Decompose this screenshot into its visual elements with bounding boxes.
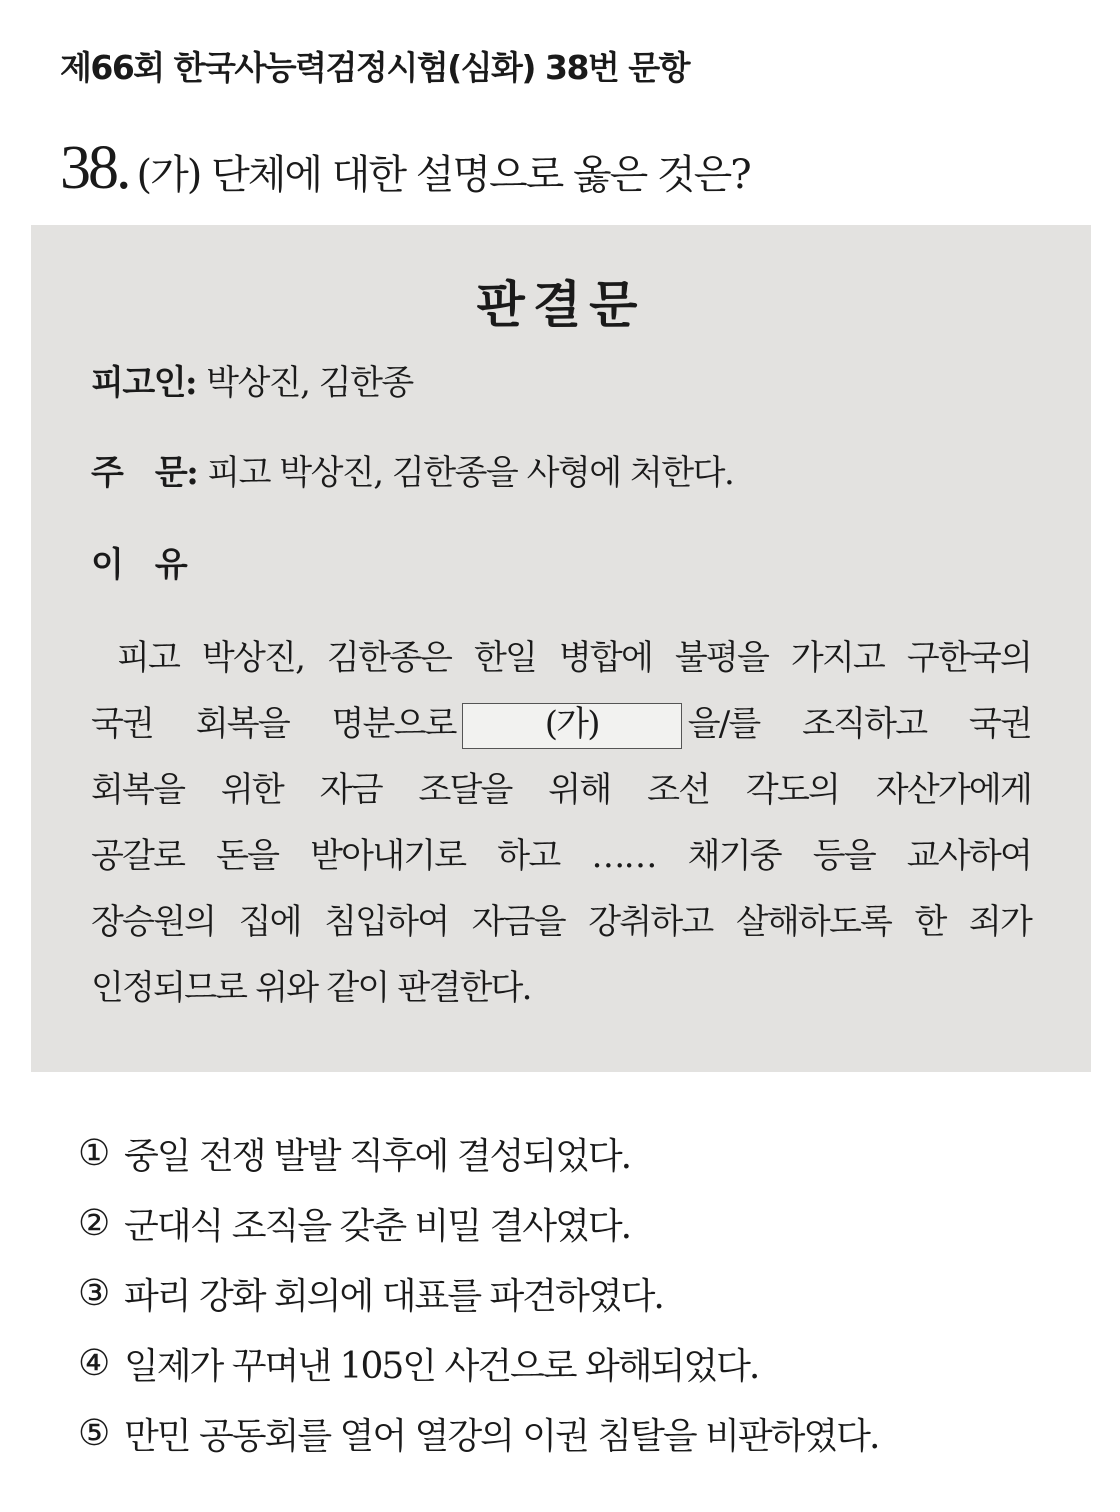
reason-line: 장승원의 집에 침입하여 자금을 강취하고 살해하도록 한 죄가 bbox=[91, 902, 1031, 942]
choice-3[interactable] bbox=[78, 1258, 878, 1328]
reason-line: 인정되므로 위와 같이 판결한다. bbox=[91, 968, 531, 1008]
choice-text: 파리 강화 회의에 대표를 파견하였다. bbox=[124, 1275, 663, 1317]
source-document-box bbox=[31, 225, 1091, 1072]
reason-line: 피고 박상진, 김한종은 한일 병합에 불평을 가지고 구한국의 bbox=[117, 638, 1031, 678]
answer-choices bbox=[78, 1118, 878, 1468]
choice-number: ③ bbox=[78, 1272, 109, 1314]
question-number: 38. bbox=[60, 134, 129, 202]
choice-1[interactable] bbox=[78, 1118, 878, 1188]
reason-row bbox=[91, 537, 186, 586]
reason-paragraph bbox=[91, 625, 1031, 1021]
answer-blank-box: (가) bbox=[462, 703, 682, 749]
choice-number: ① bbox=[78, 1132, 109, 1174]
reason-line-after-blank: 을/를 조직하고 국권 bbox=[687, 704, 1031, 744]
question-text: (가) 단체에 대한 설명으로 옳은 것은? bbox=[136, 152, 750, 198]
choice-number: ② bbox=[78, 1202, 109, 1244]
choice-5[interactable] bbox=[78, 1398, 878, 1468]
defendant-label: 피고인: bbox=[91, 363, 197, 403]
choice-number: ⑤ bbox=[78, 1412, 109, 1454]
reason-line: 회복을 위한 자금 조달을 위해 조선 각도의 자산가에게 bbox=[91, 770, 1031, 810]
defendant-value: 박상진, 김한종 bbox=[206, 363, 413, 403]
reason-line-before-blank: 국권 회복을 명분으로 bbox=[91, 704, 456, 744]
ruling-label: 주 문: bbox=[91, 453, 198, 493]
reason-label: 이 유 bbox=[91, 545, 187, 585]
ruling-value: 피고 박상진, 김한종을 사형에 처한다. bbox=[207, 453, 734, 493]
choice-2[interactable] bbox=[78, 1188, 878, 1258]
choice-text: 군대식 조직을 갖춘 비밀 결사였다. bbox=[124, 1205, 631, 1247]
choice-text: 일제가 꾸며낸 105인 사건으로 와해되었다. bbox=[124, 1345, 759, 1387]
document-title: 판결문 bbox=[476, 275, 646, 334]
choice-text: 만민 공동회를 열어 열강의 이권 침탈을 비판하였다. bbox=[124, 1415, 879, 1457]
choice-4[interactable] bbox=[78, 1328, 878, 1398]
question-stem bbox=[60, 133, 750, 204]
reason-line: 공갈로 돈을 받아내기로 하고 …… 채기중 등을 교사하여 bbox=[91, 836, 1031, 876]
reason-line bbox=[91, 691, 1031, 757]
ruling-row bbox=[91, 445, 733, 494]
choice-text: 중일 전쟁 발발 직후에 결성되었다. bbox=[124, 1135, 631, 1177]
choice-number: ④ bbox=[78, 1342, 109, 1384]
defendant-row bbox=[91, 355, 413, 404]
page-header-title: 제66회 한국사능력검정시험(심화) 38번 문항 bbox=[60, 48, 690, 87]
